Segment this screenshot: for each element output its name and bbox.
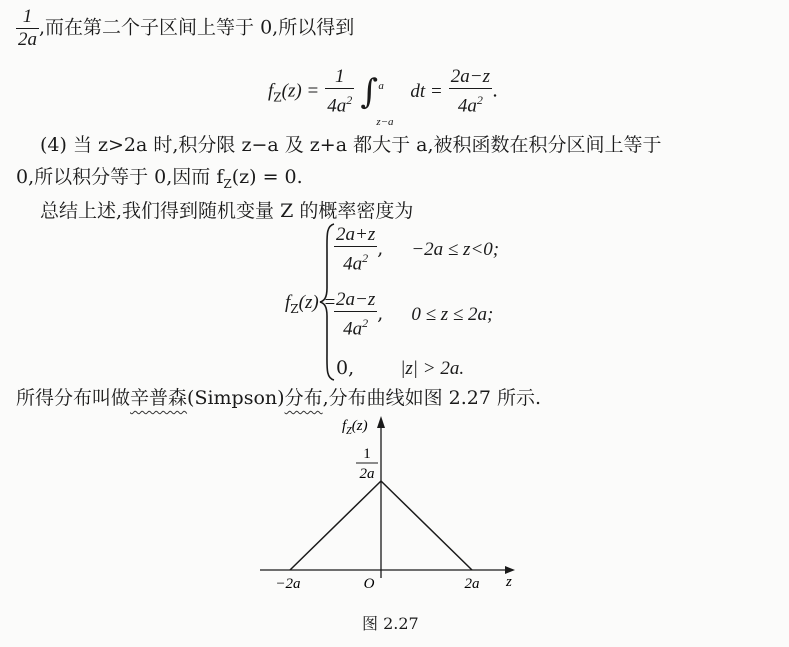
x-axis-label: z [506,574,512,590]
paragraph-4-line-1: (4) 当 z>2a 时,积分限 z−a 及 z+a 都大于 a,被积函数在积分区间上等于 [40,134,662,156]
case-1: $\frac{2a+z}{4a^2}$ , −2a ≤ z<0; [336,224,500,275]
x-tick-origin: O [363,576,375,592]
summary-line: 总结上述,我们得到随机变量 Z 的概率密度为 [40,200,414,222]
eq1-coefficient: $\frac{1}{4a^2}$ [327,66,353,117]
case-3: 0, |z| > 2a. [336,357,465,379]
x-tick-neg-2a: −2a [275,576,301,592]
piecewise-lhs: $f_Z(z)$ = [285,292,337,316]
distribution-sentence: 所得分布叫做辛普森(Simpson)分布,分布曲线如图 2.27 所示. [16,387,542,409]
paragraph-4-line-2: 0,所以积分等于 0,因而 $f_Z(z) = 0$. [16,166,303,191]
line-1-text: ,而在第二个子区间上等于 0,所以得到 [39,16,355,39]
eq1-result: $\frac{2a-z}{4a^2}$ [450,66,491,117]
simpson-term: 辛普森 [130,387,188,409]
figure-caption: 图 2.27 [362,614,419,633]
y-axis-arrow [377,416,385,428]
y-axis-label: $f_Z(z)$ [342,418,368,437]
x-tick-2a: 2a [464,576,480,592]
equation-1: $f_Z(z)$ = $\frac{1}{4a^2}$ ∫ a z−a dt = $\frac{2a-z}{4a^2}$ . [268,66,499,128]
x-axis-arrow [505,566,515,574]
figure-2-27 [250,410,530,605]
case-2-fraction: $\frac{2a-z}{4a^2}$ [336,289,376,340]
case-2: $\frac{2a-z}{4a^2}$ , 0 ≤ z ≤ 2a; [336,289,494,340]
peak-label-num: 1 [363,446,371,462]
line-1 [16,6,354,51]
fraction-1-over-2a: $\frac{1}{2a}$ [18,6,37,50]
peak-label-den: 2a [359,466,375,482]
case-1-fraction: $\frac{2a+z}{4a^2}$ [336,224,376,275]
distribution-term: 分布 [284,387,323,409]
integral-sign: ∫ a z−a [360,71,394,128]
